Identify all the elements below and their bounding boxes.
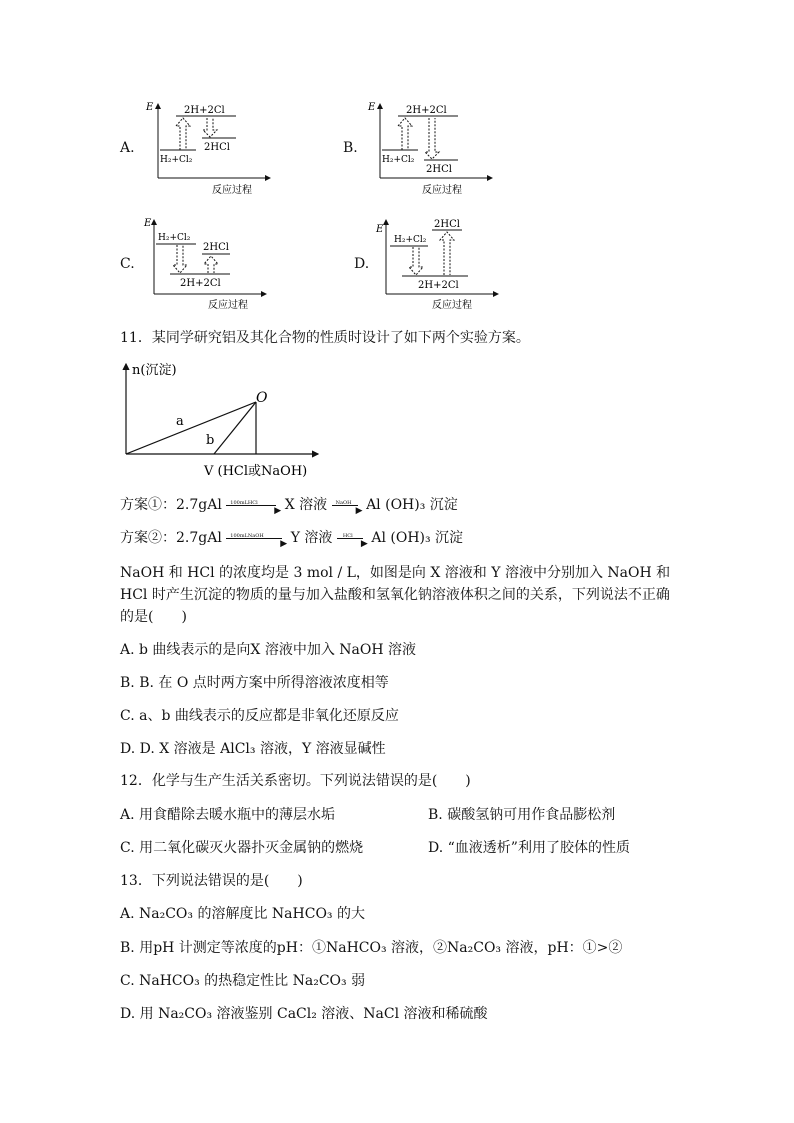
q13-option-d: D. 用 Na₂CO₃ 溶液鉴别 CaCl₂ 溶液、NaCl 溶液和稀硫酸 — [120, 1006, 488, 1022]
q11-scheme1-end: Al (OH)₃ 沉淀 — [366, 497, 458, 513]
q10-c-bottom: 2H+2Cl — [180, 278, 221, 289]
q10-d-top: 2HCl — [434, 219, 460, 230]
q10-c-top: H₂+Cl₂ — [158, 233, 191, 243]
q10-option-d-letter: D. — [354, 256, 370, 272]
q11-scheme1-prefix: 方案①：2.7gAl — [120, 497, 222, 513]
q10-d-bottom: 2H+2Cl — [418, 280, 459, 291]
q12-option-a: A. 用食醋除去暖水瓶中的薄层水垢 — [120, 807, 336, 823]
q10-b-right: 2HCl — [426, 164, 452, 175]
q10-a-ylabel: E — [146, 102, 154, 113]
q11-graph-point-o: O — [256, 390, 268, 406]
q11-graph-ylabel: n(沉淀) — [132, 363, 177, 378]
q10-diagram-a — [140, 98, 280, 198]
q10-diagram-c — [140, 214, 280, 314]
q11-option-b: B. B. 在 O 点时两方案中所得溶液浓度相等 — [120, 675, 389, 691]
q11-scheme2 — [120, 528, 463, 548]
q10-a-top: 2H+2Cl — [184, 105, 225, 116]
q10-option-c-letter: C. — [120, 256, 135, 272]
q12-stem: 12．化学与生产生活关系密切。下列说法错误的是( ) — [120, 773, 471, 789]
q10-b-xlabel: 反应过程 — [422, 185, 462, 196]
q11-scheme2-prefix: 方案②：2.7gAl — [120, 530, 222, 546]
q10-diagram-d — [372, 214, 512, 314]
q11-graph — [118, 358, 338, 482]
q11-scheme2-end: Al (OH)₃ 沉淀 — [371, 530, 464, 546]
q11-scheme1-arrow2: NaOH ▶ — [332, 499, 362, 511]
q11-graph-xlabel: V (HCl或NaOH) — [204, 464, 308, 479]
q12-option-d: D. “血液透析”利用了胶体的性质 — [428, 840, 630, 856]
q10-d-mid-left: H₂+Cl₂ — [394, 235, 427, 245]
q10-a-bottom-left: H₂+Cl₂ — [160, 155, 193, 165]
q11-scheme2-mid: Y 溶液 — [290, 530, 333, 546]
q10-option-a-letter: A. — [120, 140, 135, 156]
q10-b-bottom-left: H₂+Cl₂ — [382, 155, 415, 165]
q11-graph-line-a: a — [176, 414, 184, 429]
q11-scheme2-arrow2: HCl ▶ — [337, 532, 367, 544]
q12-option-b: B. 碳酸氢钠可用作食品膨松剂 — [428, 807, 616, 823]
q10-c-mid-right: 2HCl — [203, 242, 229, 253]
q10-b-ylabel: E — [368, 102, 376, 113]
q10-b-top: 2H+2Cl — [406, 105, 447, 116]
q13-option-a: A. Na₂CO₃ 的溶解度比 NaHCO₃ 的大 — [120, 906, 365, 922]
q10-diagram-b — [362, 98, 502, 198]
q11-graph-line-b: b — [206, 433, 215, 448]
q10-a-right: 2HCl — [204, 142, 230, 153]
q10-d-xlabel: 反应过程 — [432, 300, 472, 311]
q10-a-xlabel: 反应过程 — [212, 185, 252, 196]
q11-scheme1-arrow1: 100mLHCl ▶ — [226, 499, 280, 511]
q13-stem: 13．下列说法错误的是( ) — [120, 873, 303, 889]
q10-c-xlabel: 反应过程 — [208, 300, 248, 311]
q11-scheme2-arrow1: 100mLNaOH ▶ — [226, 532, 286, 544]
q10-c-ylabel: E — [144, 218, 152, 229]
q12-option-c: C. 用二氧化碳灭火器扑灭金属钠的燃烧 — [120, 840, 364, 856]
q11-option-a: A. b 曲线表示的是向X 溶液中加入 NaOH 溶液 — [120, 642, 417, 658]
q11-scheme1 — [120, 495, 458, 515]
q11-body: NaOH 和 HCl 的浓度均是 3 mol / L，如图是向 X 溶液和 Y 溶液中分别加入 NaOH 和 HCl 时产生沉淀的物质的量与加入盐酸和氢氧化钠溶液体积之间的关系，下列说法不正确的是( ) — [120, 565, 671, 625]
q13-option-c: C. NaHCO₃ 的热稳定性比 Na₂CO₃ 弱 — [120, 973, 366, 989]
q11-option-c: C. a、b 曲线表示的反应都是非氧化还原反应 — [120, 708, 399, 724]
q13-option-b: B. 用pH 计测定等浓度的pH：①NaHCO₃ 溶液，②Na₂CO₃ 溶液，pH：①>② — [120, 940, 623, 956]
q11-option-d: D. D. X 溶液是 AlCl₃ 溶液，Y 溶液显碱性 — [120, 741, 386, 757]
q11-scheme1-mid: X 溶液 — [284, 497, 328, 513]
q10-d-ylabel: E — [376, 224, 384, 235]
q11-stem: 11．某同学研究铝及其化合物的性质时设计了如下两个实验方案。 — [120, 330, 530, 346]
q10-option-b-letter: B. — [343, 140, 358, 156]
